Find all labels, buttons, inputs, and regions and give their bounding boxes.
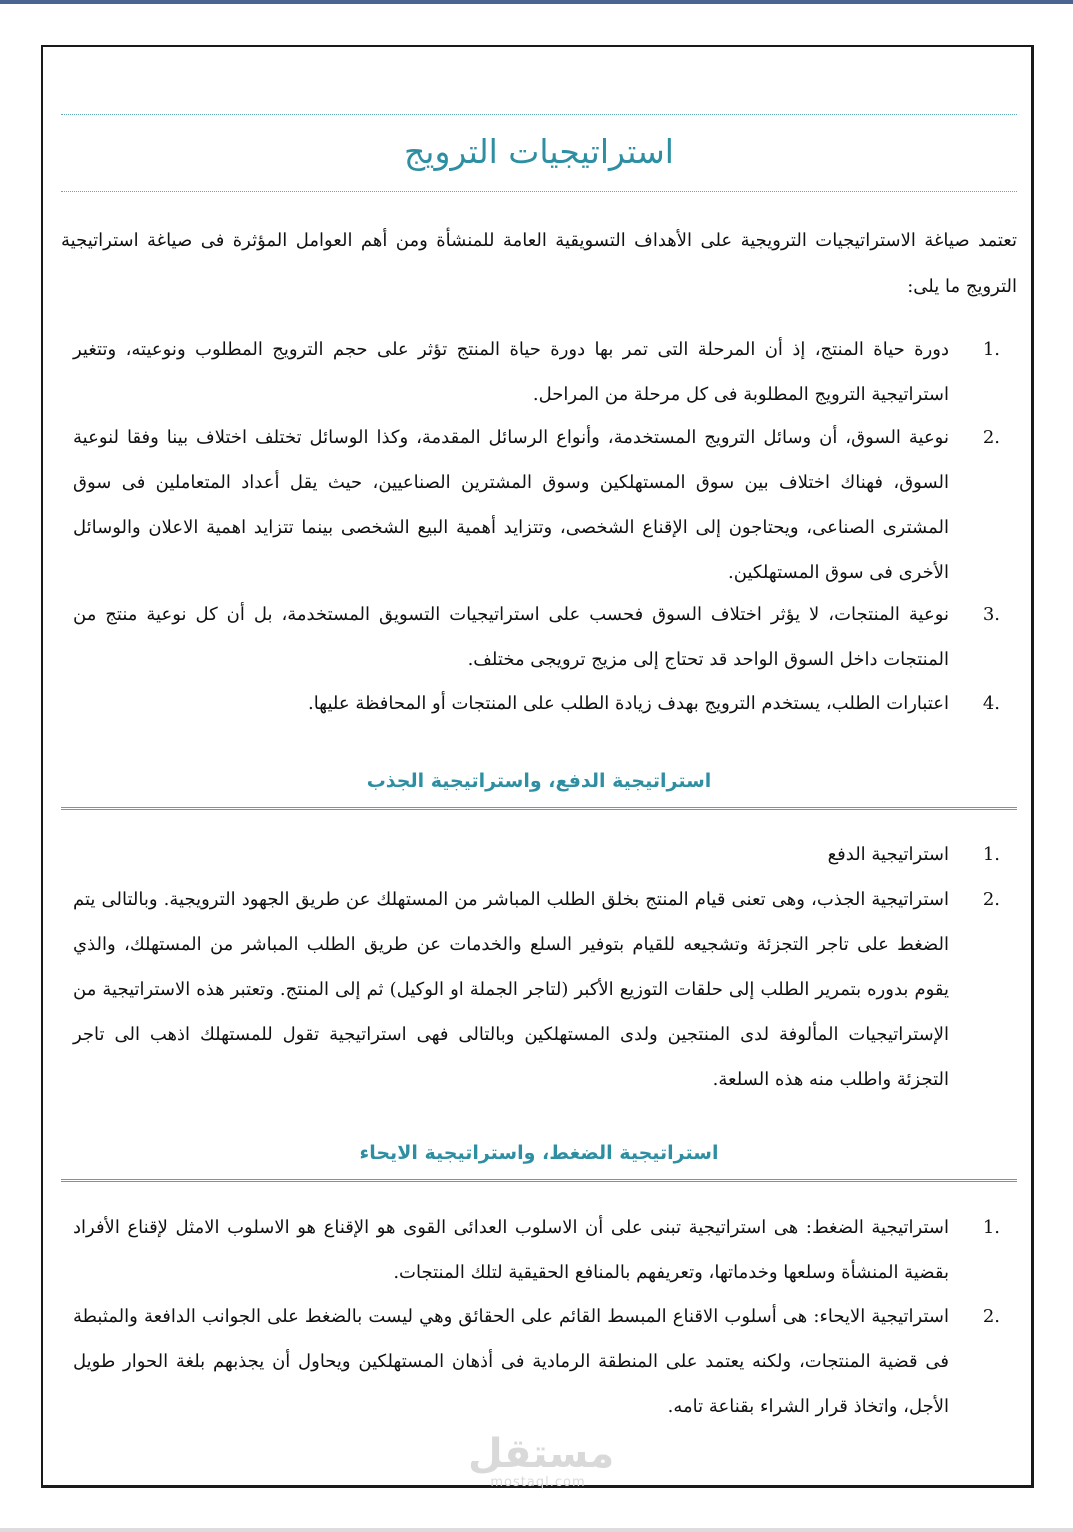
mostaql-watermark (468, 1431, 615, 1490)
bottom-window-bar (0, 1528, 1073, 1532)
title-bottom-rule (61, 191, 1017, 192)
intro-paragraph: تعتمد صياغة الاستراتيجيات الترويجية على الأهداف التسويقية العامة للمنشأة ومن أهم العوامل المؤثرة فى صياغة استراتيجية الترويج ما يلى: (61, 230, 1018, 297)
list-item-text: اعتبارات الطلب، يستخدم الترويج بهدف زيادة الطلب على المنتجات أو المحافظة عليها. (307, 693, 949, 714)
list-number: 2. (982, 427, 1000, 448)
list-item-text: نوعية السوق، أن وسائل الترويج المستخدمة، وأنواع الرسائل المقدمة، وكذا الوسائل تختلف اختلاف بينا وفقا لنوعية السوق، فهناك اختلاف بين سوق المستهلكين وسوق المشترين الصناعيين، حيث يقل أعداد المتعاملين فى سوق المشترى الصناعى، ويحتاجون إلى الإقناع الشخصى، وتتزايد أهمية البيع الشخصى بينما تتزايد اهمية الاعلان والوسائل الأخرى فى سوق المستهلكين. (73, 427, 949, 583)
list-item-text: نوعية المنتجات، لا يؤثر اختلاف السوق فحسب على استراتيجيات التسويق المستخدمة، بل أن كل نوعية منتج من المنتجات داخل السوق الواحد قد تحتاج إلى مزيج ترويجى مختلف. (73, 604, 949, 670)
list-item (73, 1205, 1000, 1295)
list-item (73, 415, 1000, 595)
list-item-text: استراتيجية الدفع (827, 844, 949, 865)
section-divider (61, 807, 1017, 810)
list-item (73, 833, 1000, 877)
watermark-domain: mostaql.com (490, 1475, 586, 1490)
page-title: استراتيجيات الترويج (404, 132, 674, 171)
watermark-logo-text: مستقل (468, 1431, 615, 1477)
list-item-text: دورة حياة المنتج، إذ أن المرحلة التى تمر بها دورة حياة المنتج تؤثر على حجم الترويج المطلوب ونوعيته، وتتغير استراتيجية الترويج المطلوبة فى كل مرحلة من المراحل. (73, 339, 949, 405)
section-heading-push-pull: استراتيجية الدفع، واستراتيجية الجذب (366, 770, 712, 792)
list-item (73, 1294, 1000, 1429)
top-window-bar (0, 0, 1073, 4)
list-number: 1. (982, 339, 1000, 360)
list-item (73, 681, 1000, 726)
list-item-text: استراتيجية الجذب، وهى تعنى قيام المنتج بخلق الطلب المباشر من المستهلك عن طريق الجهود الترويجية. وبالتالى يتم الضغط على تاجر التجزئة وتشجيعه للقيام بتوفير السلع والخدمات عن طريق الطلب المباشر من المستهلك، والذي يقوم بدوره بتمرير الطلب إلى حلقات التوزيع الأكبر (لتاجر الجملة او الوكيل) ثم إلى المنتج. وتعتبر هذه الاستراتيجية من الإستراتيجيات المألوفة لدى المنتجين ولدى المستهلكين وبالتالى فهى استراتيجية تقول للمستهلك اذهب الى تاجر التجزئة واطلب منه هذه السلعة. (73, 889, 949, 1090)
list-item (73, 592, 1000, 682)
section-heading-pressure-suggestion: استراتيجية الضغط، واستراتيجية الايحاء (359, 1142, 719, 1164)
list-number: 2. (982, 1306, 1000, 1327)
list-number: 1. (982, 844, 1000, 865)
list-item (73, 877, 1000, 1102)
title-top-rule (61, 114, 1017, 115)
list-number: 3. (982, 604, 1000, 625)
list-number: 1. (982, 1217, 1000, 1238)
list-item (73, 327, 1000, 417)
list-number: 2. (982, 889, 1000, 910)
list-item-text: استراتيجية الضغط: هى استراتيجية تبنى على أن الاسلوب العدائى القوى هو الإقناع هو الاسلوب الامثل لإقناع الأفراد بقضية المنشأة وسلعها وخدماتها، وتعريفهم بالمنافع الحقيقية لتلك المنتجات. (73, 1217, 949, 1283)
list-number: 4. (982, 693, 1000, 714)
list-item-text: استراتيجية الايحاء: هى أسلوب الاقناع المبسط القائم على الحقائق وهي ليست بالضغط على الجوانب الدافعة والمثبطة فى قضية المنتجات، ولكنه يعتمد على المنطقة الرمادية فى أذهان المستهلكين ويحاول أن يجذبهم بلغة الحوار طويل الأجل، واتخاذ قرار الشراء بقناعة تامه. (73, 1306, 949, 1417)
section-divider (61, 1179, 1017, 1182)
